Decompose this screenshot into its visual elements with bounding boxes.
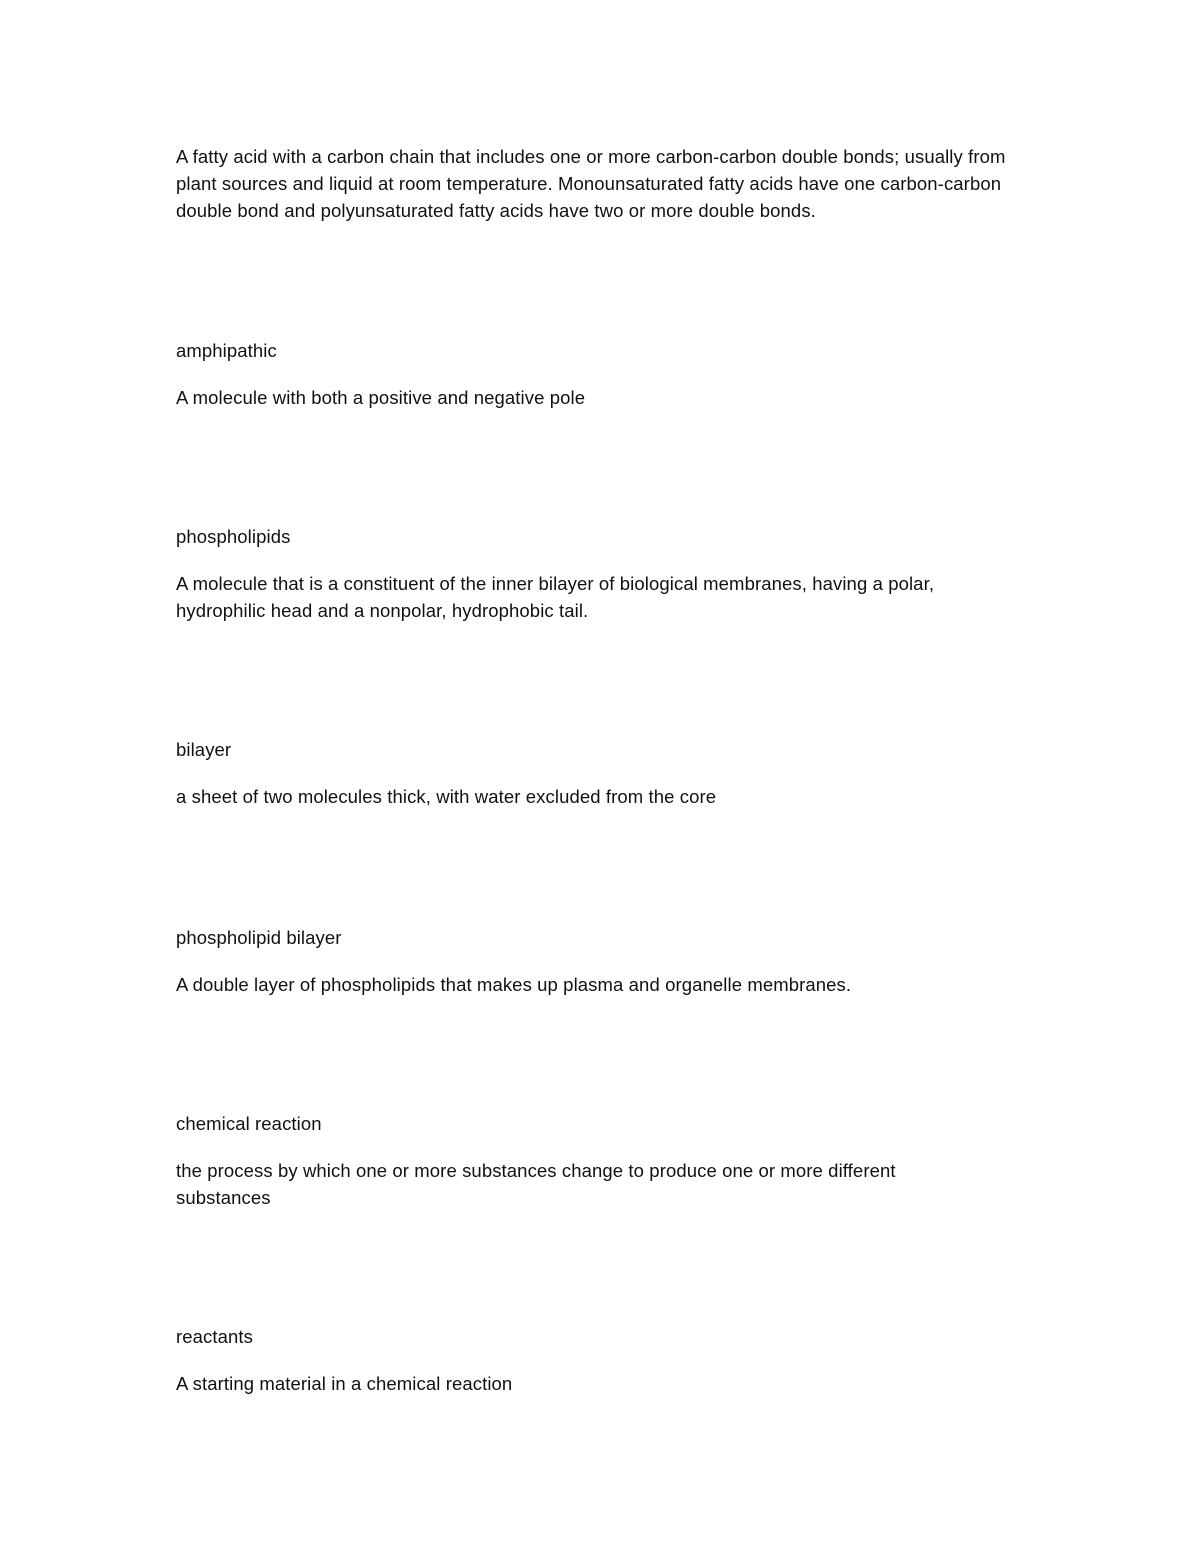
term-reactants: reactants <box>176 1326 253 1347</box>
term-bilayer: bilayer <box>176 739 232 760</box>
intro-definition: A fatty acid with a carbon chain that includes one or more carbon-carbon double bonds; usually from plant sources and liquid at room temperature. Monounsaturated fatty acids have one carbon-carbon double bond and polyunsaturated fatty acids have two or more double bonds. <box>176 146 1006 221</box>
term-chemical-reaction: chemical reaction <box>176 1113 322 1134</box>
definition-chemical-reaction: the process by which one or more substances change to produce one or more different substances <box>176 1160 896 1208</box>
definition-amphipathic: A molecule with both a positive and negative pole <box>176 387 586 408</box>
definition-phospholipid-bilayer: A double layer of phospholipids that makes up plasma and organelle membranes. <box>176 974 852 995</box>
term-phospholipid-bilayer: phospholipid bilayer <box>176 927 342 948</box>
term-phospholipids: phospholipids <box>176 526 291 547</box>
definition-reactants: A starting material in a chemical reaction <box>176 1373 513 1394</box>
definition-bilayer: a sheet of two molecules thick, with water excluded from the core <box>176 786 717 807</box>
definition-phospholipids: A molecule that is a constituent of the inner bilayer of biological membranes, having a polar, hydrophilic head and a nonpolar, hydrophobic tail. <box>176 573 935 621</box>
term-amphipathic: amphipathic <box>176 340 277 361</box>
